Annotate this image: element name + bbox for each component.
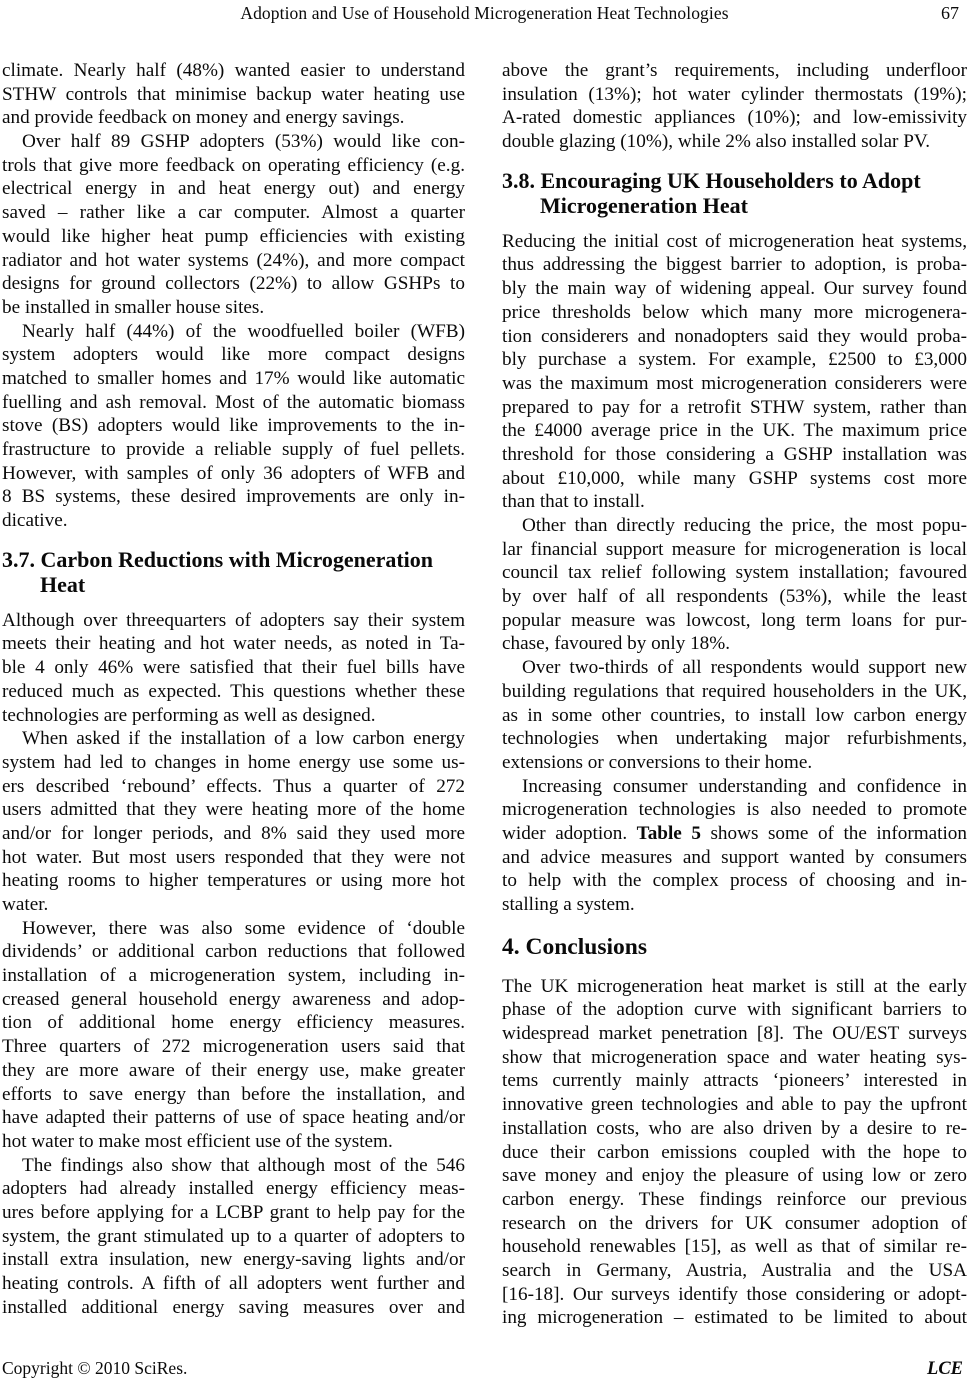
text-line: water. [2,894,49,915]
text-line: microgeneration technologies is also needed to promote [502,799,967,821]
text-line: A-rated domestic appliances (10%); and low-emissivity [502,107,967,129]
text-line: double glazing (10%), while 2% also installed solar PV. [502,131,931,153]
text-line: be installed in smaller house sites. [2,296,265,318]
text-line: Reducing the initial cost of microgeneration heat systems, [502,230,967,252]
text-line: research on the drivers for UK consumer adoption of [502,1212,967,1234]
text-line: reduced much as expected. This questions whether these [2,680,465,702]
text-line: wider adoption. Table 5 shows some of the information [502,822,967,844]
page-header [2,3,967,25]
text-line: hot water to make most efficient use of the system. [2,1130,393,1152]
text-line: Nearly half (44%) of the woodfuelled boiler (WFB) [22,320,465,342]
text-line: efforts to save energy than before the installation, and [2,1083,465,1105]
text-line: Three quarters of 272 microgeneration users said that [2,1036,465,1058]
text-line: installation of a microgeneration system, including in- [2,965,465,987]
text-line: prepared to pay for a retrofit STHW system, rather than [502,396,967,418]
text-line: 8 BS systems, these desired improvements are only in- [2,486,465,508]
text-line: system, the grant stimulated up to a quarter of adopters to [2,1225,465,1247]
paragraph [502,975,967,1330]
text-line: Over half 89 GSHP adopters (53%) would like con- [22,131,465,153]
paragraph [2,1154,465,1320]
text-line: stove (BS) adopters would like improvements to the in- [2,415,465,437]
text-line: lar financial support measure for microgeneration is local [502,538,967,560]
text-line: designs for ground collectors (22%) to allow GSHPs to [2,273,465,295]
text-line: matched to smaller homes and 17% would like automatic [2,367,465,389]
left-column [2,59,465,1330]
text-line: Although over threequarters of adopters say their system [2,609,465,631]
text-line: installed additional energy saving measures over and [2,1296,465,1318]
text-line: Other than directly reducing the price, the most popu- [522,515,967,536]
text-line: The UK microgeneration heat market is still at the early [502,975,967,997]
text-line: dicative. [2,510,68,532]
text-line: hot water. But most users responded that they were not [2,846,465,868]
text-line: fuelling and ash removal. Most of the automatic biomass [2,391,465,413]
heading-line: 3.8. Encouraging UK Householders to Adopt [502,167,921,193]
text-line: ble 4 only 46% were satisfied that their fuel bills have [2,657,465,679]
text-line: system adopters would like more compact designs [2,344,465,366]
right-column [502,59,967,1330]
paragraph [502,775,967,917]
text-line: search in Germany, Austria, Australia and the USA [502,1259,967,1281]
text-line: was the maximum most microgeneration considerers were [502,372,967,394]
text-line: extensions or conversions to their home. [502,751,813,773]
text-line: the £4000 average price in the UK. The maximum price [502,420,967,442]
text-line: phase of the adoption curve with significant barriers to [502,999,967,1021]
footer-journal-label: LCE [927,1359,963,1379]
text-line: would like higher heat pump efficiencies with existing [2,225,465,247]
text-line: tion considerers and nonadopters said they would proba- [502,325,967,347]
text-line: users admitted that they were heating more of the home [2,799,465,821]
paragraph [2,130,465,320]
text-line: by over half of all respondents (53%), while the least [502,586,967,608]
text-line: Increasing consumer understanding and confidence in [522,775,967,797]
text-line: The findings also show that although most of the 546 [22,1154,465,1176]
text-line: electrical energy in and heat energy out) and energy [2,178,465,200]
text-line: have adapted their patterns of use of space heating and/or [2,1107,465,1129]
text-line: adopters had already installed energy efficiency meas- [2,1178,465,1200]
text-line: stalling a system. [502,894,635,915]
text-line: popular measure was lowcost, long term loans for pur- [502,609,967,631]
text-line: frastructure to provide a reliable supply of fuel pellets. [2,439,465,460]
text-line: ers described ‘rebound’ effects. Thus a quarter of 272 [2,775,465,797]
paragraph [2,609,465,727]
text-line: and advice measures and support wanted by consumers [502,846,967,868]
text-line: price thresholds below which many more microgenera- [502,301,967,323]
text-line: save money and enjoy the pleasure of using low or zero [502,1165,967,1187]
text-line: chase, favoured by only 18%. [502,633,731,655]
text-line: system had led to changes in home energy use some us- [2,751,465,773]
text-line: above the grant’s requirements, including underfloor [502,60,967,81]
text-line: radiator and hot water systems (24%), and more compact [2,249,465,271]
text-line: household renewables [15], as well as that of similar re- [502,1236,967,1258]
text-line: When asked if the installation of a low carbon energy [22,728,465,750]
page-footer [2,1358,967,1380]
text-line: ures before applying for a LCBP grant to help pay for the [2,1201,465,1223]
text-line: about £10,000, while many GSHP systems cost more [502,467,967,489]
text-line: STHW controls that minimise backup water heating use [2,83,465,105]
section-heading [502,934,967,961]
text-line: and provide feedback on money and energy savings. [2,107,405,129]
text-line: [16-18]. Our surveys identify those considering or adopt- [502,1283,967,1305]
text-line: than that to install. [502,491,645,513]
text-line: technologies when undertaking major refurbishments, [502,728,967,750]
text-line: and/or for longer periods, and 8% said they used more [2,822,465,844]
text-line: heating controls. A fifth of all adopters went further and [2,1273,465,1294]
page-title: Adoption and Use of Household Microgeneration Heat Technologies [240,3,729,23]
page-number: 67 [941,3,959,23]
paragraph [2,727,465,917]
text-line: bly the main way of widening appeal. Our survey found [502,278,967,300]
text-line: saved – rather like a car computer. Almost a quarter [2,202,465,224]
text-line: However, there was also some evidence of ‘double [22,917,465,939]
text-line: tion of additional home energy efficiency measures. [2,1012,465,1034]
text-line: insulation (13%); hot water cylinder thermostats (19%); [502,83,967,105]
text-line: threshold for those considering a GSHP installation was [502,443,967,465]
text-line: duce their carbon emissions coupled with the hope to [502,1141,967,1163]
text-line: widespread market penetration [8]. The OU/EST surveys [502,1023,967,1045]
text-line: carbon energy. These findings reinforce our previous [502,1188,967,1210]
text-line: thus addressing the biggest barrier to adoption, is proba- [502,254,967,276]
text-line: dividends’ or additional carbon reductions that followed [2,941,465,963]
text-line: show that microgeneration space and water heating sys- [502,1046,967,1068]
section-heading [502,168,967,218]
section-heading [2,547,465,597]
text-line: Over two-thirds of all respondents would support new [522,657,967,679]
text-line: ing microgeneration – estimated to be limited to about [502,1307,967,1329]
text-line: tems currently mainly attracts ‘pioneers’ interested in [502,1070,967,1092]
paragraph [502,656,967,774]
heading-line: 3.7. Carbon Reductions with Microgeneration [2,546,434,572]
text-line: meets their heating and hot water needs, as noted in Ta- [2,633,465,655]
paragraph [502,230,967,514]
two-column-body [2,59,967,1330]
paragraph [2,320,465,533]
heading-line: 4. Conclusions [502,933,647,960]
text-line: install extra insulation, new energy-saving lights and/or [2,1249,465,1271]
paragraph [2,917,465,1154]
text-line: council tax relief following system installation; favoured [502,562,967,584]
text-line: heating rooms to higher temperatures or using more hot [2,870,465,892]
text-line: as in some other countries, to install low carbon energy [502,704,967,726]
text-line: technologies are performing as well as designed. [2,704,376,726]
heading-line: Heat [40,571,86,597]
text-line: to help with the complex process of choosing and in- [502,870,967,892]
text-line: climate. Nearly half (48%) wanted easier to understand [2,60,465,81]
text-line: they are more aware of their energy use, make greater [2,1059,465,1081]
text-line: installation costs, who are also driven by a desire to re- [502,1117,967,1139]
paragraph [502,514,967,656]
text-line: However, with samples of only 36 adopters of WFB and [2,462,465,484]
text-line: trols that give more feedback on operating efficiency (e.g. [2,154,465,176]
text-line: innovative green technologies and able to pay the upfront [502,1094,967,1116]
heading-line: Microgeneration Heat [540,192,748,218]
text-line: creased general household energy awareness and adop- [2,988,465,1010]
paragraph [2,59,465,130]
text-line: bly purchase a system. For example, £2500 to £3,000 [502,349,967,371]
paragraph [502,59,967,154]
footer-copyright: Copyright © 2010 SciRes. [2,1358,188,1378]
text-line: building regulations that required householders in the UK, [502,680,967,702]
